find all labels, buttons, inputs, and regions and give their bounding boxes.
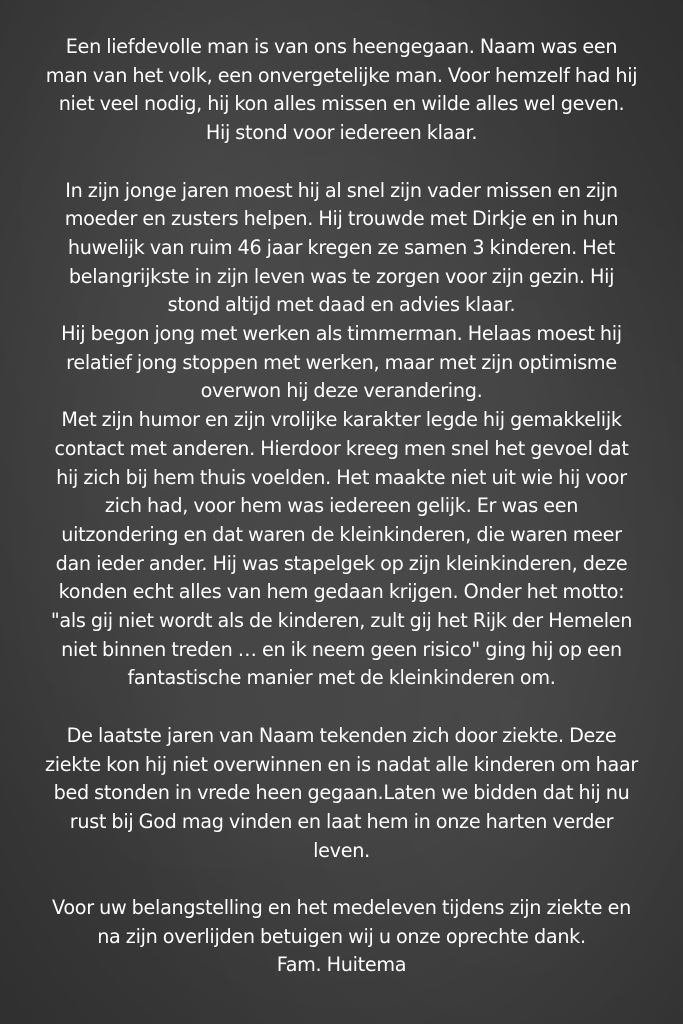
paragraph-intro: Een liefdevolle man is van ons heengegaan. Naam was een man van het volk, een onvergetelijke man. Voor hemzelf had hij niet veel nodig, hij kon alles missen en wilde alles wel geven. Hij stond voor iedereen klaar. — [45, 35, 638, 145]
paragraph-gap — [44, 865, 639, 894]
paragraph-thanks: Voor uw belangstelling en het medeleven tijdens zijn ziekte en na zijn overlijden betuigen wij u onze oprechte dank. — [52, 896, 631, 948]
paragraph-work: Hij begon jong met werken als timmerman. Helaas moest hij relatief jong stoppen met werken, maar met zijn optimisme overwon hij deze verandering. — [61, 322, 622, 403]
card-text — [44, 33, 639, 980]
paragraph-gap — [44, 693, 639, 722]
paragraph-character: Met zijn humor en zijn vrolijke karakter legde hij gemakkelijk contact met anderen. Hierdoor kreeg men snel het gevoel dat hij zich bij hem thuis voelden. Het maakte niet uit wie hij voor zich had, voor hem was iedereen gelijk. Er was een uitzondering en dat waren de kleinkinderen, die waren meer dan ieder ander. Hij was stapelgek op zijn kleinkinderen, deze konden echt alles van hem gedaan krijgen. Onder het motto: "als gij niet wordt als de kinderen, zult gij het Rijk der Hemelen niet binnen treden … en ik neem geen risico" ging hij op een fantastische manier met de kleinkinderen om. — [50, 408, 633, 690]
paragraph-youth: In zijn jonge jaren moest hij al snel zijn vader missen en zijn moeder en zusters helpen. Hij trouwde met Dirkje en in hun huwelijk van ruim 46 jaar kregen ze samen 3 kinderen. Het belangrijkste in zijn leven was te zorgen voor zijn gezin. Hij stond altijd met daad en advies klaar. — [64, 178, 619, 317]
signature: Fam. Huitema — [276, 953, 407, 977]
paragraph-gap — [44, 148, 639, 177]
paragraph-illness: De laatste jaren van Naam tekenden zich door ziekte. Deze ziekte kon hij niet overwinnen en is nadat alle kinderen om haar bed stonden in vrede heen gegaan.Laten we bidden dat hij nu rust bij God mag vinden en laat hem in onze harten verder leven. — [44, 723, 639, 862]
